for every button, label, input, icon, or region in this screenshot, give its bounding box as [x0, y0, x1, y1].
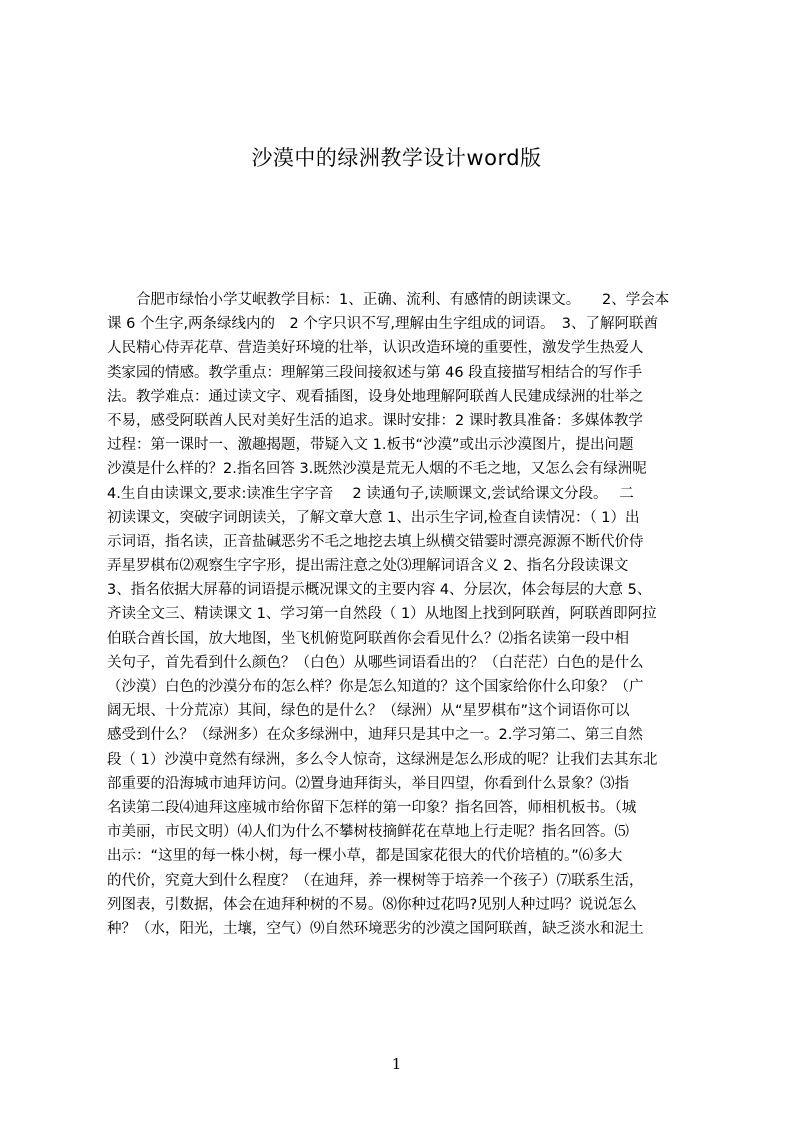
body-line: 种？（水，阳光，土壤，空气）⑼自然环境恶劣的沙漠之国阿联酋，缺乏淡水和泥土 — [107, 920, 644, 937]
body-line: 阔无垠、十分荒凉）其间，绿色的是什么？（绿洲）从“星罗棋布”这个词语你可以 — [107, 703, 630, 720]
body-line: 3、指名依据大屏幕的词语提示概况课文的主要内容 4、分层次，体会每层的大意 5、 — [107, 582, 652, 599]
body-line: 类家园的情感。教学重点：理解第三段间接叙述与第 46 段直接描写相结合的写作手 — [107, 364, 643, 381]
body-line: 法。教学难点：通过读文字、观看插图，设身处地理解阿联酋人民建成绿洲的壮举之 — [107, 388, 644, 405]
body-line: 合肥市绿怡小学艾岷教学目标：1、正确、流利、有感情的朗读课文。 2、学会本 — [107, 292, 670, 308]
body-line: 感受到什么？（绿洲多）在众多绿洲中，迪拜只是其中之一。2.学习第二、第三自然 — [107, 727, 643, 744]
body-line: 段（ 1）沙漠中竟然有绿洲，多么令人惊奇，这绿洲是怎么形成的呢？让我们去其东北 — [107, 751, 658, 768]
body-line: 关句子，首先看到什么颜色？（白色）从哪些词语看出的？（白茫茫）白色的是什么 — [107, 654, 644, 671]
body-line: 伯联合酋长国，放大地图，坐飞机俯览阿联酋你会看见什么？⑵指名读第一段中相 — [107, 630, 629, 647]
body-line: 名读第二段⑷迪拜这座城市给你留下怎样的第一印象？指名回答，师相机板书。（城 — [107, 799, 637, 816]
body-line: 初读课文，突破字词朗读关，了解文章大意 1、出示生字词,检查自读情况：（ 1）出 — [107, 509, 640, 526]
body-line: 沙漠是什么样的？2.指名回答 3.既然沙漠是荒无人烟的不毛之地，又怎么会有绿洲呢 — [107, 461, 647, 478]
body-line: 弄星罗棋布⑵观察生字字形，提出需注意之处⑶理解词语含义 2、指名分段读课文 — [107, 558, 629, 575]
body-line: 市美丽，市民文明）⑷人们为什么不攀树枝摘鲜花在草地上行走呢？指名回答。⑸ — [107, 824, 629, 841]
page-number: 1 — [391, 1055, 402, 1073]
body-line: 不易，感受阿联酋人民对美好生活的追求。课时安排：2 课时教具准备：多媒体教学 — [107, 412, 643, 429]
body-line: 部重要的沿海城市迪拜访问。⑵置身迪拜街头，举目四望，你看到什么景象？⑶指 — [107, 775, 629, 792]
document-title: 沙漠中的绿洲教学设计word版 — [251, 146, 542, 170]
body-line: 人民精心侍弄花草、营造美好环境的壮举，认识改造环境的重要性，激发学生热爱人 — [107, 340, 644, 357]
body-line: 示词语，指名读，正音盐碱恶劣不毛之地挖去填上纵横交错霎时漂亮源源不断代价侍 — [107, 533, 644, 550]
body-line: 列图表，引数据，体会在迪拜种树的不易。⑻你种过花吗?见别人种过吗？说说怎么 — [107, 896, 637, 913]
document-body — [107, 288, 697, 1008]
body-line: 课 6 个生字,两条绿线内的 2 个字只识不写,理解由生字组成的词语。 3、了解阿联酋 — [107, 316, 658, 333]
body-line: 4.生自由读课文,要求:读准生字字音 2 读通句子,读顺课文,尝试给课文分段。 二 — [107, 485, 634, 502]
body-line: 的代价，究竟大到什么程度？（在迪拜，养一棵树等于培养一个孩子）⑺联系生活， — [107, 872, 644, 889]
body-line: 出示：“这里的每一株小树，每一棵小草，都是国家花很大的代价培植的。”⑹多大 — [107, 848, 623, 865]
body-line: 过程：第一课时一、激趣揭题，带疑入文 1.板书“沙漠”或出示沙漠图片，提出问题 — [107, 437, 634, 454]
body-line: （沙漠）白色的沙漠分布的怎么样？你是怎么知道的？这个国家给你什么印象？（广 — [107, 679, 644, 695]
body-line: 齐读全文三、精读课文 1、学习第一自然段（ 1）从地图上找到阿联酋，阿联酋即阿拉 — [107, 606, 657, 623]
